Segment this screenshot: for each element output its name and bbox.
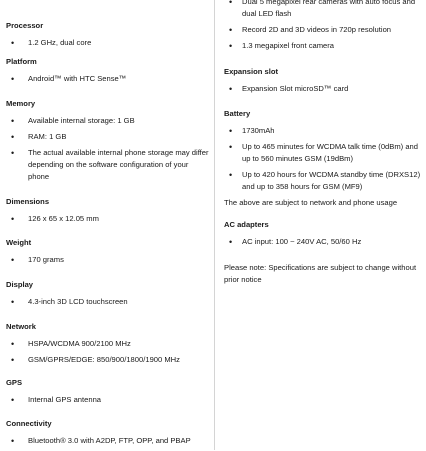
camera-item: • 1.3 megapixel front camera	[224, 40, 424, 52]
expansion-section	[224, 66, 424, 99]
display-item: • 4.3-inch 3D LCD touchscreen	[6, 296, 210, 308]
camera-item: • Dual 5 megapixel rear cameras with auto focus and dual LED flash	[224, 0, 424, 20]
battery-heading: Battery	[224, 109, 251, 118]
ac-item: • AC input: 100 ~ 240V AC, 50/60 Hz	[224, 236, 424, 248]
connectivity-heading: Connectivity	[6, 419, 52, 428]
battery-note: The above are subject to network and phone usage	[224, 198, 398, 207]
processor-item: • 1.2 GHz, dual core	[6, 37, 210, 49]
network-section	[6, 321, 210, 370]
gps-section	[6, 377, 210, 410]
network-item: • GSM/GPRS/EDGE: 850/900/1800/1900 MHz	[6, 354, 210, 366]
dimensions-heading: Dimensions	[6, 197, 50, 206]
expansion-item: • Expansion Slot microSD™ card	[224, 83, 424, 95]
platform-heading: Platform	[6, 57, 37, 66]
platform-item: • Android™ with HTC Sense™	[6, 73, 210, 85]
platform-section	[6, 56, 210, 89]
network-heading: Network	[6, 322, 36, 331]
dimensions-item: • 126 x 65 x 12.05 mm	[6, 213, 210, 225]
ac-section	[224, 219, 424, 252]
connectivity-section	[6, 418, 210, 451]
memory-section	[6, 98, 210, 187]
dimensions-section	[6, 196, 210, 229]
memory-heading: Memory	[6, 99, 36, 108]
display-heading: Display	[6, 280, 34, 289]
camera-item: • Record 2D and 3D videos in 720p resolution	[224, 24, 424, 36]
battery-item: • Up to 420 hours for WCDMA standby time (DRXS12) and up to 358 hours for GSM (MF9)	[224, 169, 424, 193]
display-section	[6, 279, 210, 312]
memory-item: • Available internal storage: 1 GB	[6, 115, 210, 127]
memory-item: • RAM: 1 GB	[6, 131, 210, 143]
processor-heading: Processor	[6, 21, 44, 30]
weight-item: • 170 grams	[6, 254, 210, 266]
ac-heading: AC adapters	[224, 220, 269, 229]
disclaimer-section	[224, 262, 424, 286]
battery-item: • Up to 465 minutes for WCDMA talk time (0dBm) and up to 560 minutes GSM (19dBm)	[224, 141, 424, 165]
expansion-heading: Expansion slot	[224, 67, 279, 76]
battery-section	[224, 108, 424, 209]
weight-section	[6, 237, 210, 270]
battery-item: • 1730mAh	[224, 125, 424, 137]
gps-heading: GPS	[6, 378, 23, 387]
disclaimer-text: Please note: Specifications are subject to change without prior notice	[224, 263, 417, 284]
camera-section	[224, 0, 424, 56]
memory-item: • The actual available internal phone storage may differ depending on the software configuration of your phone	[6, 147, 210, 183]
gps-item: • Internal GPS antenna	[6, 394, 210, 406]
column-divider	[214, 0, 215, 450]
connectivity-item: • Bluetooth® 3.0 with A2DP, FTP, OPP, and PBAP	[6, 435, 210, 447]
weight-heading: Weight	[6, 238, 32, 247]
processor-section	[6, 20, 210, 53]
network-item: • HSPA/WCDMA 900/2100 MHz	[6, 338, 210, 350]
